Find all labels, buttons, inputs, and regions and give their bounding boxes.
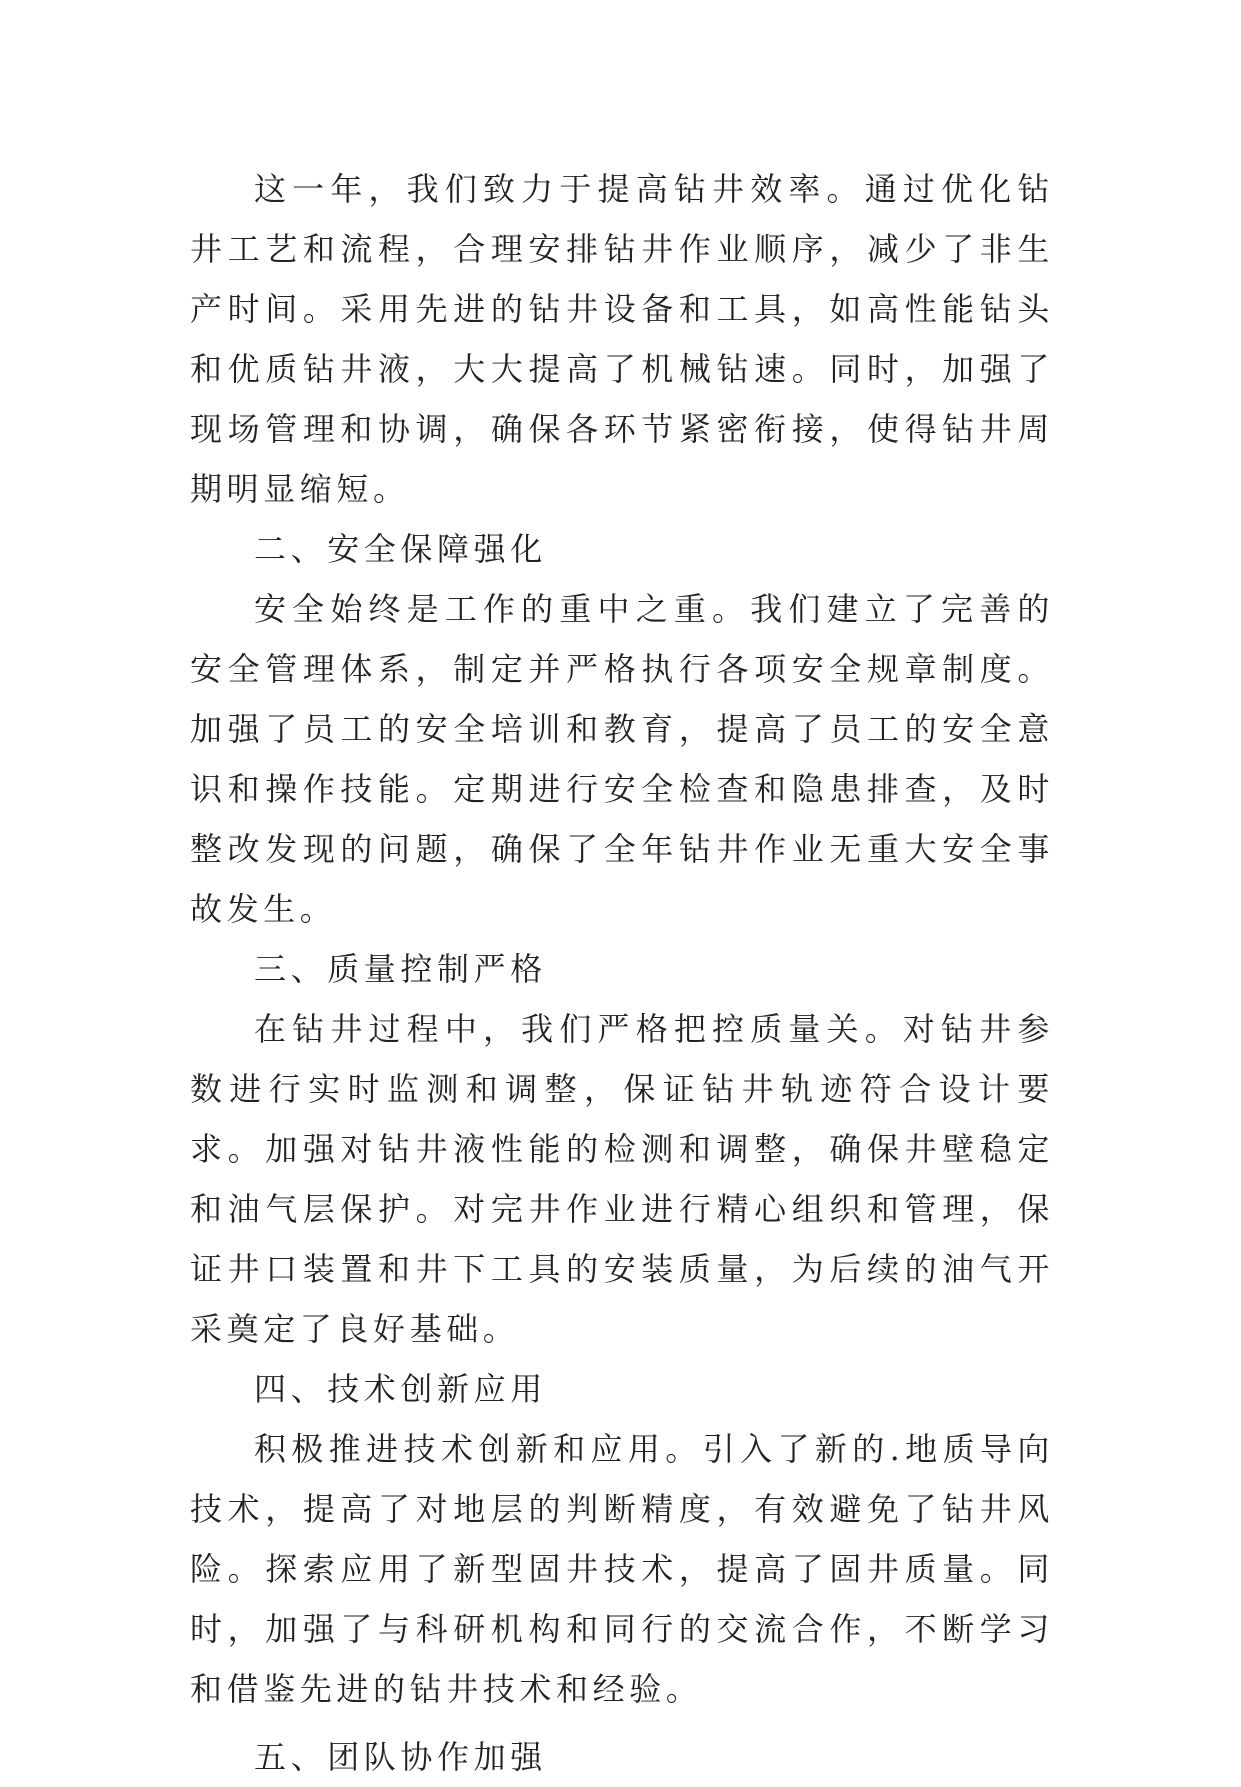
spacer — [190, 1719, 1054, 1727]
heading-safety: 二、安全保障强化 — [254, 530, 547, 568]
paragraph-quality: 在钻井过程中，我们严格把控质量关。对钻井参数进行实时监测和调整，保证钻井轨迹符合设计要求。加强对钻井液性能的检测和调整，确保井壁稳定和油气层保护。对完井作业进行精心组织和管理，保证井口装置和井下工具的安装质量，为后续的油气开采奠定了良好基础。 — [190, 1010, 1054, 1348]
paragraph-safety: 安全始终是工作的重中之重。我们建立了完善的安全管理体系，制定并严格执行各项安全规章制度。加强了员工的安全培训和教育，提高了员工的安全意识和操作技能。定期进行安全检查和隐患排查，及时整改发现的问题，确保了全年钻井作业无重大安全事故发生。 — [190, 590, 1054, 928]
heading-quality: 三、质量控制严格 — [254, 950, 547, 988]
heading-technology: 四、技术创新应用 — [254, 1370, 547, 1408]
document-body — [190, 159, 1054, 1787]
heading-teamwork: 五、团队协作加强 — [254, 1738, 547, 1776]
paragraph-technology: 积极推进技术创新和应用。引入了新的.地质导向技术，提高了对地层的判断精度，有效避免了钻井风险。探索应用了新型固井技术，提高了固井质量。同时，加强了与科研机构和同行的交流合作，不断学习和借鉴先进的钻井技术和经验。 — [190, 1430, 1054, 1708]
paragraph-efficiency: 这一年，我们致力于提高钻井效率。通过优化钻井工艺和流程，合理安排钻井作业顺序，减少了非生产时间。采用先进的钻井设备和工具，如高性能钻头和优质钻井液，大大提高了机械钻速。同时，加强了现场管理和协调，确保各环节紧密衔接，使得钻井周期明显缩短。 — [190, 170, 1054, 508]
